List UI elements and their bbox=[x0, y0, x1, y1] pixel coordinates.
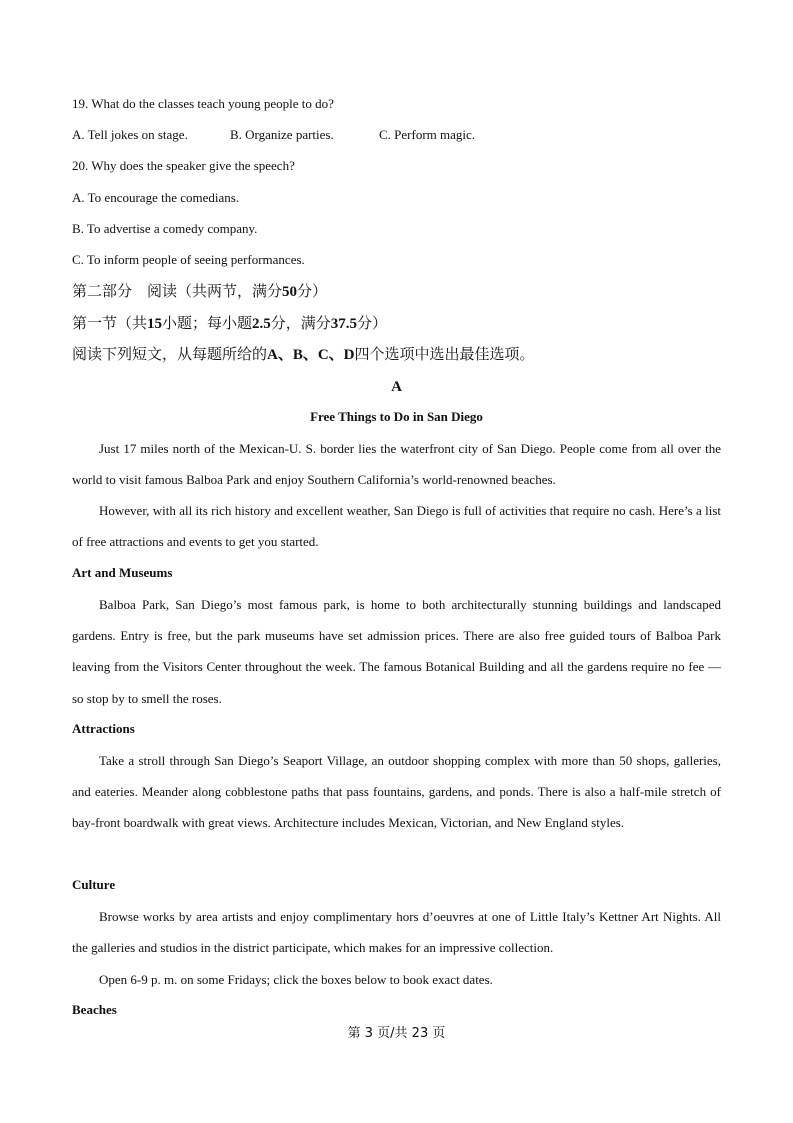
paragraph-culture-2: Open 6-9 p. m. on some Fridays; click the boxes below to book exact dates. bbox=[99, 972, 493, 987]
option-c: C. Perform magic. bbox=[379, 127, 476, 142]
reading-instruction: 阅读下列短文，从每题所给的A、B、C、D四个选项中选出最佳选项。 bbox=[72, 345, 535, 363]
section-one-heading: 第一节（共15小题；每小题2.5分，满分37.5分） bbox=[72, 314, 388, 332]
passage-letter: A bbox=[391, 379, 402, 395]
paragraph-intro-1: Just 17 miles north of the Mexican-U. S. border lies the waterfront city of San Diego. People come from all over the world to visit famous Balboa Park and enjoy Southern California’s world-renowned beaches. bbox=[72, 441, 721, 488]
option-b: B. To advertise a comedy company. bbox=[72, 221, 258, 236]
paragraph-culture-1: Browse works by area artists and enjoy complimentary hors d’oeuvres at one of Little Italy’s Kettner Art Nights. All the galleries and studios in the district participate, which makes for an impressive collection. bbox=[72, 909, 721, 956]
option-b: B. Organize parties. bbox=[230, 127, 334, 142]
part-two-heading: 第二部分 阅读（共两节，满分50分） bbox=[72, 282, 328, 300]
option-a: A. Tell jokes on stage. bbox=[72, 127, 188, 142]
paragraph-art: Balboa Park, San Diego’s most famous park, is home to both architecturally stunning buildings and landscaped gardens. Entry is free, but the park museums have set admission prices. There are also free guided tours of Balboa Park leaving from the Visitors Center throughout the week. The famous Botanical Building and all the gardens require no fee — so stop by to smell the roses. bbox=[72, 597, 721, 706]
question-19-options bbox=[72, 125, 721, 145]
paragraph-attractions: Take a stroll through San Diego’s Seaport Village, an outdoor shopping complex with more than 50 shops, galleries, and eateries. Meander along cobblestone paths that pass fountains, gardens, and ponds. There is also a half-mile stretch of bay-front boardwalk with great views. Architecture includes Mexican, Victorian, and New England styles. bbox=[72, 753, 721, 831]
page-number-footer: 第 3 页/共 23 页 bbox=[347, 1026, 446, 1041]
option-c: C. To inform people of seeing performances. bbox=[72, 252, 305, 267]
option-a: A. To encourage the comedians. bbox=[72, 190, 240, 205]
heading-beaches: Beaches bbox=[72, 1002, 117, 1017]
passage-title: Free Things to Do in San Diego bbox=[310, 409, 483, 424]
question-19-stem: 19. What do the classes teach young people to do? bbox=[72, 96, 334, 111]
heading-culture: Culture bbox=[72, 877, 116, 892]
paragraph-intro-2: However, with all its rich history and excellent weather, San Diego is full of activities that require no cash. Here’s a list of free attractions and events to get you started. bbox=[72, 503, 721, 550]
heading-attractions: Attractions bbox=[72, 721, 135, 736]
question-20-stem: 20. Why does the speaker give the speech? bbox=[72, 158, 295, 173]
heading-art-museums: Art and Museums bbox=[72, 565, 173, 580]
